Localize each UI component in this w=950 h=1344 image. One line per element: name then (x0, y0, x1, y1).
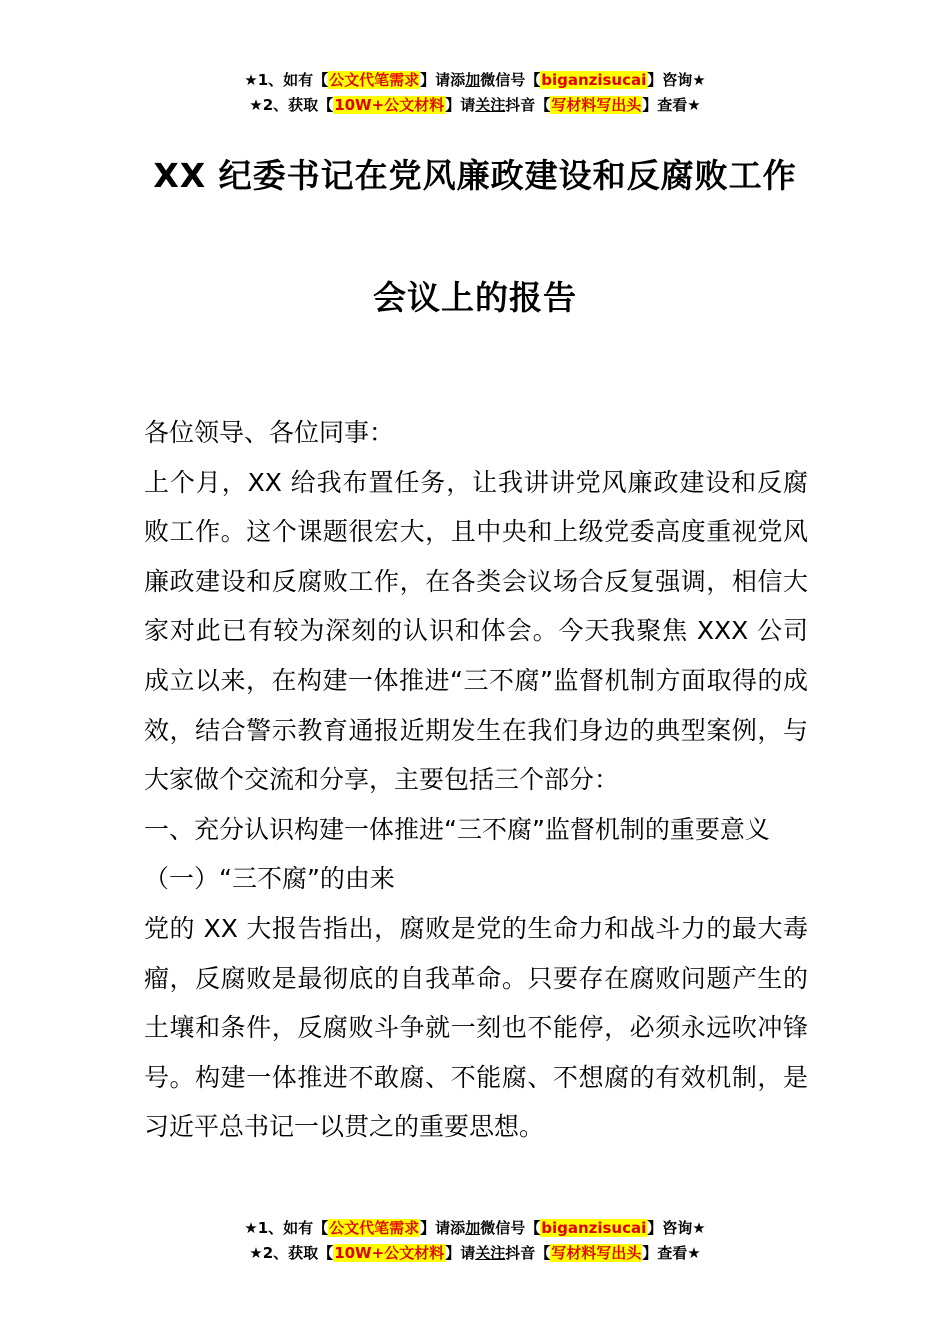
wechat-id: biganzisucai (541, 1219, 647, 1237)
banner-text: 】请 (445, 1244, 476, 1262)
highlight-text: 10W+公文材料 (334, 1244, 445, 1262)
banner-text: 】咨询★ (647, 71, 706, 89)
banner-line-1 (0, 1216, 950, 1241)
section-heading: 一、充分认识构建一体推进“三不腐”监督机制的重要意义 (144, 814, 770, 844)
emphasis-text: 关注 (475, 96, 506, 114)
wechat-id: biganzisucai (541, 71, 647, 89)
footer-banner (0, 1216, 950, 1266)
highlight-text: 公文代笔需求 (329, 71, 420, 89)
banner-line-2 (0, 1241, 950, 1266)
banner-text: 微信号【 (480, 1219, 541, 1237)
banner-text: 微信号【 (480, 71, 541, 89)
header-banner (0, 68, 950, 118)
banner-line-2 (0, 93, 950, 118)
banner-text: ★1、如有【 (244, 71, 329, 89)
banner-text: 抖音【 (505, 1244, 551, 1262)
emphasis-text: 加 (465, 71, 481, 89)
document-title-line-2: 会议上的报告 (373, 278, 577, 317)
banner-text: 】查看★ (642, 96, 701, 114)
highlight-text: 10W+公文材料 (334, 96, 445, 114)
banner-text: ★1、如有【 (244, 1219, 329, 1237)
douyin-account: 写材料写出头 (551, 1244, 642, 1262)
banner-text: 】请 (445, 96, 476, 114)
banner-text: 】请添 (420, 71, 466, 89)
banner-text: 】咨询★ (647, 1219, 706, 1237)
document-title-line-1: XX 纪委书记在党风廉政建设和反腐败工作 (153, 156, 797, 195)
paragraph: 党的 XX 大报告指出，腐败是党的生命力和战斗力的最大毒瘤，反腐败是最彻底的自我革命。只要存在腐败问题产生的土壤和条件，反腐败斗争就一刻也不能停，必须永远吹冲锋号。构建一体推进不敢腐、不能腐、不想腐的有效机制，是习近平总书记一以贯之的重要思想。 (144, 913, 808, 1142)
document-body (144, 408, 808, 1152)
emphasis-text: 关注 (475, 1244, 506, 1262)
greeting: 各位领导、各位同事： (144, 418, 395, 447)
emphasis-text: 加 (465, 1219, 481, 1237)
banner-text: ★2、获取【 (249, 96, 334, 114)
douyin-account: 写材料写出头 (551, 96, 642, 114)
banner-text: 抖音【 (505, 96, 551, 114)
highlight-text: 公文代笔需求 (329, 1219, 420, 1237)
banner-text: 】请添 (420, 1219, 466, 1237)
banner-text: 】查看★ (642, 1244, 701, 1262)
banner-line-1 (0, 68, 950, 93)
paragraph: 上个月，XX 给我布置任务，让我讲讲党风廉政建设和反腐败工作。这个课题很宏大，且中央和上级党委高度重视党风廉政建设和反腐败工作，在各类会议场合反复强调，相信大家对此已有较为深刻的认识和体会。今天我聚焦 XXX 公司成立以来，在构建一体推进“三不腐”监督机制方面取得的成效，结合警示教育通报近期发生在我们身边的典型案例，与大家做个交流和分享，主要包括三个部分： (144, 467, 808, 795)
banner-text: ★2、获取【 (249, 1244, 334, 1262)
subsection-heading: （一）“三不腐”的由来 (144, 864, 395, 894)
